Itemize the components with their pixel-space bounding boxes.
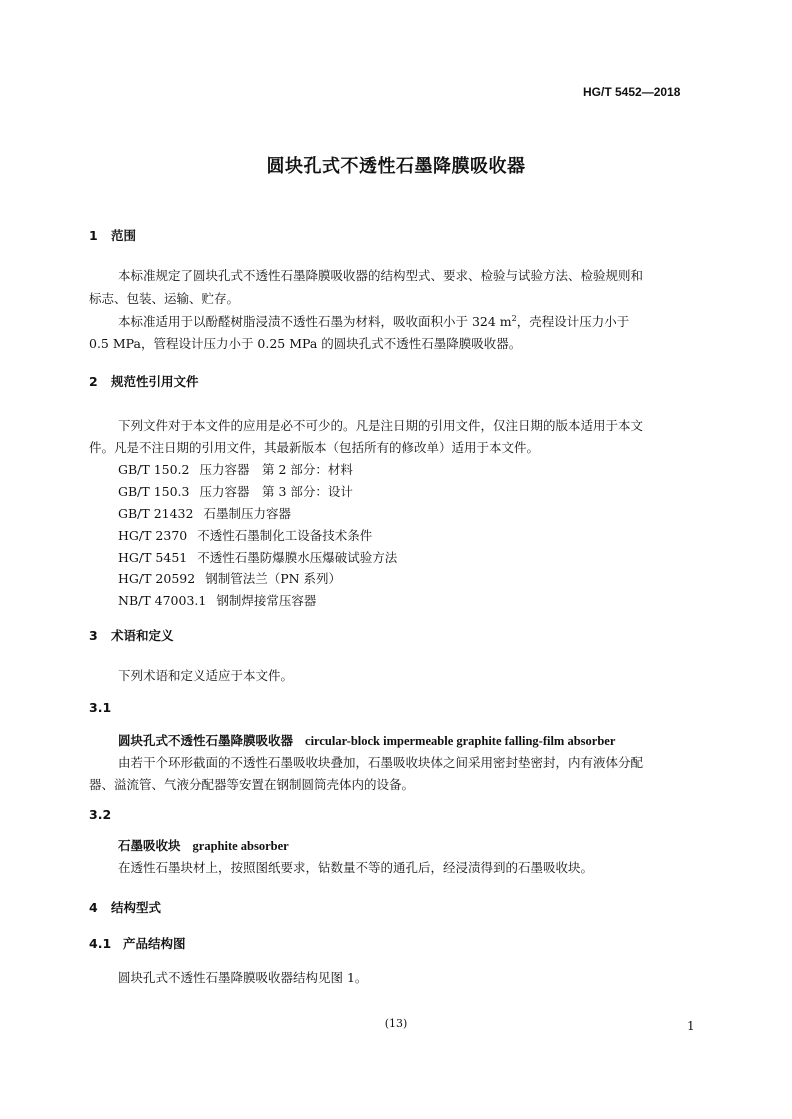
reference-item (118, 504, 291, 522)
section-number: 4 (89, 900, 98, 915)
term-definition-line: 在透性石墨块材上，按照图纸要求，钻数量不等的通孔后，经浸渍得到的石墨吸收块。 (118, 860, 594, 875)
reference-name: 石墨制压力容器 (203, 506, 291, 521)
term-chinese: 石墨吸收块 (118, 838, 181, 853)
reference-code: GB/T 150.3 (118, 484, 190, 499)
paragraph-line: 下列术语和定义适应于本文件。 (118, 668, 294, 683)
page-title: 圆块孔式不透性石墨降膜吸收器 (266, 156, 526, 177)
reference-item (118, 526, 372, 544)
section-title: 结构型式 (111, 900, 162, 915)
section-title: 范围 (111, 228, 137, 243)
subsection-4-1-heading (89, 934, 186, 952)
paragraph-line: 0.5 MPa，管程设计压力小于 0.25 MPa 的圆块孔式不透性石墨降膜吸收器。 (89, 336, 522, 351)
paragraph-line: 本标准规定了圆块孔式不透性石墨降膜吸收器的结构型式、要求、检验与试验方法、检验规则和 (118, 268, 644, 283)
reference-name: 压力容器 第 2 部分：材料 (199, 462, 353, 477)
term-definition-line: 由若干个环形截面的不透性石墨吸收块叠加，石墨吸收块体之间采用密封垫密封，内有液体分配 (118, 755, 644, 770)
reference-item (118, 569, 341, 587)
reference-name: 钢制焊接常压容器 (216, 593, 317, 608)
term-heading (118, 731, 615, 749)
reference-code: HG/T 2370 (118, 528, 188, 543)
term-english: circular-block impermeable graphite falling-film absorber (305, 734, 616, 748)
term-heading (118, 836, 289, 854)
reference-item (118, 548, 397, 566)
reference-code: GB/T 150.2 (118, 462, 190, 477)
reference-code: HG/T 20592 (118, 571, 196, 586)
reference-item (118, 482, 353, 500)
section-number: 1 (89, 228, 98, 243)
reference-name: 钢制管法兰（PN 系列） (205, 571, 342, 586)
reference-name: 不透性石墨防爆膜水压爆破试验方法 (197, 550, 398, 565)
reference-item (118, 591, 316, 609)
section-4-heading (89, 898, 161, 916)
subsection-title: 产品结构图 (123, 936, 186, 951)
reference-name: 不透性石墨制化工设备技术条件 (197, 528, 373, 543)
reference-item (118, 460, 353, 478)
term-definition-line: 器、溢流管、气液分配器等安置在钢制圆筒壳体内的设备。 (89, 777, 415, 792)
paragraph-line: 本标准适用于以酚醛树脂浸渍不透性石墨为材料，吸收面积小于 324 $m^2$，壳程设计压力小于 (118, 313, 630, 329)
section-number: 2 (89, 374, 98, 389)
term-number: 3.2 (89, 807, 112, 822)
section-number: 3 (89, 628, 98, 643)
paragraph-line: 下列文件对于本文件的应用是必不可少的。凡是注日期的引用文件，仅注日期的版本适用于本文 (118, 418, 644, 433)
document-code: HG/T 5452—2018 (583, 85, 681, 99)
page-number-center: (13) (384, 1017, 408, 1030)
reference-code: GB/T 21432 (118, 506, 194, 521)
reference-name: 压力容器 第 3 部分：设计 (199, 484, 353, 499)
section-title: 规范性引用文件 (111, 374, 199, 389)
subsection-number: 4.1 (89, 936, 112, 951)
reference-code: HG/T 5451 (118, 550, 188, 565)
term-english: graphite absorber (192, 839, 289, 853)
paragraph-line: 件。凡是不注日期的引用文件，其最新版本（包括所有的修改单）适用于本文件。 (89, 440, 540, 455)
section-3-heading (89, 626, 174, 644)
term-number: 3.1 (89, 700, 112, 715)
page-number-right: 1 (687, 1019, 695, 1033)
term-chinese: 圆块孔式不透性石墨降膜吸收器 (118, 733, 294, 748)
reference-code: NB/T 47003.1 (118, 593, 207, 608)
section-1-heading (89, 226, 136, 244)
paragraph-line: 标志、包装、运输、贮存。 (89, 291, 240, 306)
section-title: 术语和定义 (111, 628, 174, 643)
section-2-heading (89, 372, 199, 390)
paragraph-line: 圆块孔式不透性石墨降膜吸收器结构见图 1。 (118, 970, 368, 985)
